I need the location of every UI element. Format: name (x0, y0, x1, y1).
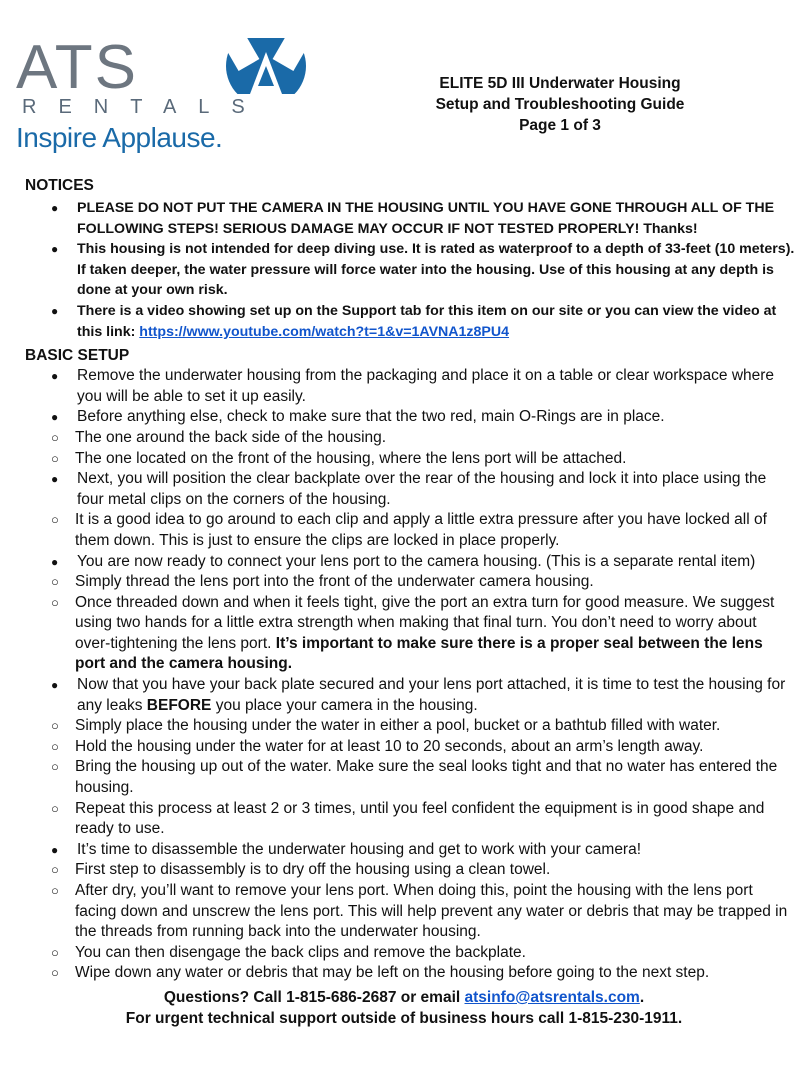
document-header (380, 73, 740, 136)
before-emphasis: BEFORE (146, 696, 212, 714)
video-link[interactable]: https://www.youtube.com/watch?t=1&v=1AVNA1z8PU4 (139, 323, 510, 340)
setup-substep: ○ After dry, you’ll want to remove your lens port. When doing this, point the housing with the lens port facing down and unscrew the lens port. This will help prevent any water or debris that may be trapped in the threads from running back into the underwater housing. (0, 881, 795, 943)
setup-substep: ○ Bring the housing up out of the water. Make sure the seal looks tight and that no water has entered the housing. (0, 757, 795, 798)
page-number: Page 1 of 3 (519, 117, 601, 134)
setup-steps-list (25, 366, 795, 984)
setup-substep: ○ The one around the back side of the housing. (0, 428, 795, 449)
notices-heading: NOTICES (25, 177, 94, 194)
notices-section (25, 175, 795, 342)
notice-item: ● PLEASE DO NOT PUT THE CAMERA IN THE HOUSING UNTIL YOU HAVE GONE THROUGH ALL OF THE FOLLOWING STEPS! SERIOUS DAMAGE MAY OCCUR IF NOT TESTED PROPERLY! Thanks! (25, 198, 795, 239)
email-link[interactable]: atsinfo@atsrentals.com (464, 989, 640, 1006)
contact-punct: . (639, 989, 645, 1006)
notice-text: There is a video showing set up on the Support tab for this item on our site or you can view the video at this link: (77, 302, 777, 340)
setup-substep: ○ First step to disassembly is to dry off the housing using a clean towel. (0, 860, 795, 881)
setup-substep: ○ It is a good idea to go around to each clip and apply a little extra pressure after you have locked all of them down. This is just to ensure the clips are locked in place properly. (0, 510, 795, 551)
logo-brand-text: ATS (16, 38, 138, 98)
setup-step: ● You are now ready to connect your lens port to the camera housing. (This is a separate rental item) (25, 552, 795, 573)
setup-step: ● Remove the underwater housing from the packaging and place it on a table or clear workspace where you will be able to set it up easily. (25, 366, 795, 407)
setup-substep: ○ You can then disengage the back clips and remove the backplate. (0, 943, 795, 964)
logo-tagline: Inspire Applause. (16, 122, 223, 153)
document-title: ELITE 5D III Underwater Housing (439, 75, 681, 92)
document-subtitle: Setup and Troubleshooting Guide (435, 96, 685, 113)
setup-substep: ○ The one located on the front of the housing, where the lens port will be attached. (0, 449, 795, 470)
setup-substep (0, 593, 795, 675)
contact-line (0, 987, 808, 1008)
notices-list (25, 198, 795, 342)
setup-substep: ○ Simply place the housing under the water in either a pool, bucket or a bathtub filled with water. (0, 716, 795, 737)
step-text: you place your camera in the housing. (211, 696, 478, 714)
urgent-support-line: For urgent technical support outside of business hours call 1-815-230-1911. (125, 1010, 683, 1027)
logo-triangle-emblem (217, 38, 314, 98)
step-text: Now that you have your back plate secured and your lens port attached, it is time to test the housing for any leaks (77, 676, 786, 714)
setup-substep: ○ Wipe down any water or debris that may be left on the housing before going to the next step. (0, 963, 795, 984)
ats-rentals-logo (14, 38, 314, 156)
setup-substep: ○ Hold the housing under the water for at least 10 to 20 seconds, about an arm’s length away. (0, 737, 795, 758)
setup-step: ● Before anything else, check to make sure that the two red, main O-Rings are in place. (25, 407, 795, 428)
logo-subtitle: RENTALS (22, 96, 267, 118)
basic-setup-heading: BASIC SETUP (25, 347, 130, 365)
seal-warning: It’s important to make sure there is a proper seal between the lens port and the camera housing. (75, 634, 763, 673)
setup-step (25, 675, 795, 716)
setup-substep: ○ Repeat this process at least 2 or 3 times, until you feel confident the equipment is in good shape and ready to use. (0, 799, 795, 840)
setup-step: ● Next, you will position the clear backplate over the rear of the housing and lock it into place using the four metal clips on the corners of the housing. (25, 469, 795, 510)
substep-text: Once threaded down and when it feels tight, give the port an extra turn for good measure. We suggest using two hands for a little extra strength when making that final turn. You don’t need to worry about over-tightening the lens port. (75, 593, 775, 652)
ats-logo-mark (14, 38, 314, 98)
setup-step: ● It’s time to disassemble the underwater housing and get to work with your camera! (25, 840, 795, 861)
contact-footer (0, 987, 808, 1029)
contact-text: Questions? Call 1-815-686-2687 or email (163, 989, 465, 1006)
setup-substep: ○ Simply thread the lens port into the front of the underwater camera housing. (0, 572, 795, 593)
notice-item (25, 301, 795, 342)
notice-item: ● This housing is not intended for deep diving use. It is rated as waterproof to a depth of 33-feet (10 meters). If taken deeper, the water pressure will force water into the housing. Use of this housing at any depth is done at your own risk. (25, 239, 795, 301)
document-body (25, 175, 795, 984)
basic-setup-section (25, 345, 795, 984)
